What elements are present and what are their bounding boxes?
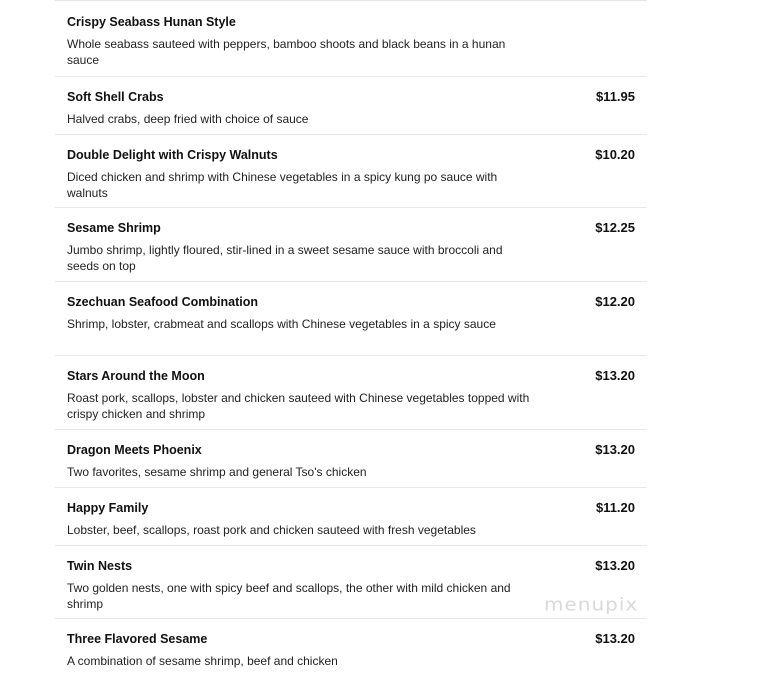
menu-item-price: $13.20 [595,442,635,457]
menu-item-name: Stars Around the Moon [67,369,205,383]
menu-item-name: Crispy Seabass Hunan Style [67,15,236,29]
menu-item-description: Two favorites, sesame shrimp and general Tso's chicken [67,465,367,479]
menu-item [55,135,647,208]
menu-item [55,430,647,488]
menu-item-name: Happy Family [67,501,149,515]
menu-item-name: Three Flavored Sesame [67,632,208,646]
menu-item-name: Szechuan Seafood Combination [67,295,258,309]
menu-item-price: $12.20 [595,294,635,309]
menu-item [55,1,647,77]
menu-item-name: Double Delight with Crispy Walnuts [67,148,278,162]
menu-item [55,488,647,546]
menu-item [55,282,647,356]
menu-item-price: $13.20 [595,368,635,383]
menu-item-price: $10.20 [595,147,635,162]
menu-item [55,619,647,675]
menu-item-price: $11.95 [595,89,635,104]
menu-item-description: Jumbo shrimp, lightly floured, stir-lined in a sweet sesame sauce with broccoli and seeds on top [67,243,503,273]
menu-item-price: $12.25 [595,220,635,235]
menu-list [55,0,647,675]
menu-item-description: Halved crabs, deep fried with choice of sauce [67,112,309,126]
menu-item [55,77,647,135]
menu-item-name: Twin Nests [67,559,133,573]
menu-item-price: $11.20 [595,500,635,515]
menu-item-name: Sesame Shrimp [67,221,161,235]
menupix-watermark: menupix [544,593,639,615]
menu-item-description: Shrimp, lobster, crabmeat and scallops with Chinese vegetables in a spicy sauce [67,317,496,331]
menu-item-description: Two golden nests, one with spicy beef and scallops, the other with mild chicken and shrimp [67,581,511,611]
menu-item-price: $13.20 [595,558,635,573]
menu-item-description: Lobster, beef, scallops, roast pork and chicken sauteed with fresh vegetables [67,523,476,537]
menu-item-price: $13.20 [595,631,635,646]
menu-item-description: Diced chicken and shrimp with Chinese vegetables in a spicy kung po sauce with walnuts [67,170,498,200]
menu-item [55,356,647,430]
menu-item-description: A combination of sesame shrimp, beef and chicken [67,654,338,668]
menu-item-name: Soft Shell Crabs [67,90,164,104]
menu-item-description: Roast pork, scallops, lobster and chicken sauteed with Chinese vegetables topped with crispy chicken and shrimp [67,391,530,421]
menu-item [55,208,647,282]
menu-item-description: Whole seabass sauteed with peppers, bamboo shoots and black beans in a hunan sauce [67,37,506,67]
menu-item-name: Dragon Meets Phoenix [67,443,202,457]
